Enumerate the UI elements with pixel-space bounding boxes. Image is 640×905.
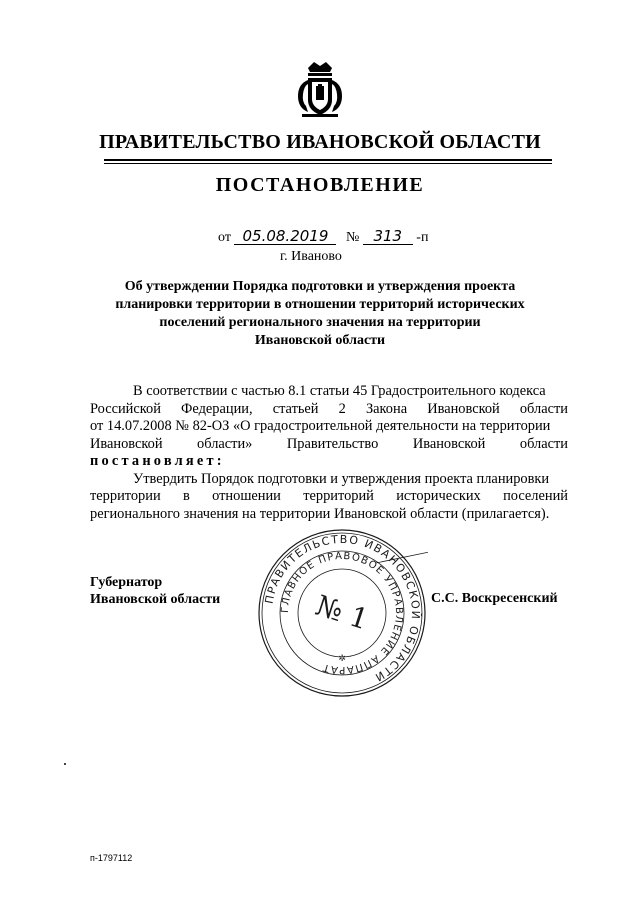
from-label: от [218, 230, 231, 245]
document-type: ПОСТАНОВЛЕНИЕ [215, 174, 425, 196]
body-word: области [519, 400, 568, 417]
body-word: отношении [212, 488, 281, 504]
handwritten-date: 05.08.2019 [234, 228, 336, 245]
body-word: Ивановской [427, 400, 500, 417]
body-word: исторических [396, 488, 481, 504]
body-word: области» [197, 435, 253, 452]
subject-line: Об утверждении Порядка подготовки и утверждения проекта [124, 279, 516, 294]
date-number-line [218, 228, 428, 248]
stamp-inner-text: ГЛАВНОЕ ПРАВОВОЕ УПРАВЛЕНИЕ АППАРАТ [279, 550, 405, 676]
body-word: поселений [503, 488, 568, 504]
subject-line: планировки территории в отношении территорий исторических [115, 297, 525, 312]
handwritten-number: 313 [363, 228, 413, 245]
coat-of-arms-icon [294, 60, 346, 118]
body-word: Ивановской [412, 435, 486, 452]
stamp-outer-text: ПРАВИТЕЛЬСТВО ИВАНОВСКОЙ ОБЛАСТИ [262, 532, 423, 685]
body-word: территорий [303, 488, 374, 504]
body-line: В соответствии с частью 8.1 статьи 45 Градостроительного кодекса [133, 383, 546, 399]
signatory-position-line: Губернатор [90, 575, 163, 590]
body-line-justified [90, 436, 568, 454]
body-line-justified [90, 401, 568, 419]
body-line-justified [90, 488, 568, 506]
document-body [90, 383, 568, 523]
number-suffix: -п [416, 230, 429, 245]
signatory-position-line: Ивановской области [90, 592, 221, 607]
city: г. Иваново [280, 249, 342, 264]
body-word: статьей [272, 400, 319, 417]
body-word: Закона [365, 400, 408, 417]
official-stamp [256, 527, 428, 699]
scan-speck [64, 763, 66, 765]
body-word: Ивановской [90, 435, 163, 452]
body-word: Российской [90, 400, 161, 417]
footer-code: п-1797112 [90, 853, 133, 863]
subject-line: поселений регионального значения на территории [159, 315, 481, 330]
body-line: от 14.07.2008 № 82-ОЗ «О градостроительной деятельности на территории [90, 418, 551, 434]
subject-line: Ивановской области [254, 333, 386, 348]
body-word: 2 [338, 400, 346, 417]
number-label: № [345, 230, 360, 245]
stamp-center-number: № 1 [311, 588, 373, 637]
body-word: Федерации, [181, 400, 253, 417]
title-rule-thin [104, 163, 552, 164]
stamp-star-icon: ✲ [338, 654, 346, 664]
body-line: регионального значения на территории Ивановской области (прилагается). [90, 505, 550, 522]
body-word: области [519, 435, 568, 452]
organization-title: ПРАВИТЕЛЬСТВО ИВАНОВСКОЙ ОБЛАСТИ [99, 131, 541, 153]
body-line: Утвердить Порядок подготовки и утверждения проекта планировки [133, 470, 550, 487]
body-word: территории [90, 488, 161, 504]
signatory-name: С.С. Воскресенский [431, 591, 558, 606]
decree-word: постановляет: [90, 453, 225, 469]
body-word: Правительство [286, 435, 379, 452]
signatory-position [90, 574, 220, 608]
document-subject [100, 278, 540, 350]
title-rule-thick [104, 159, 552, 161]
body-word: в [183, 488, 190, 504]
